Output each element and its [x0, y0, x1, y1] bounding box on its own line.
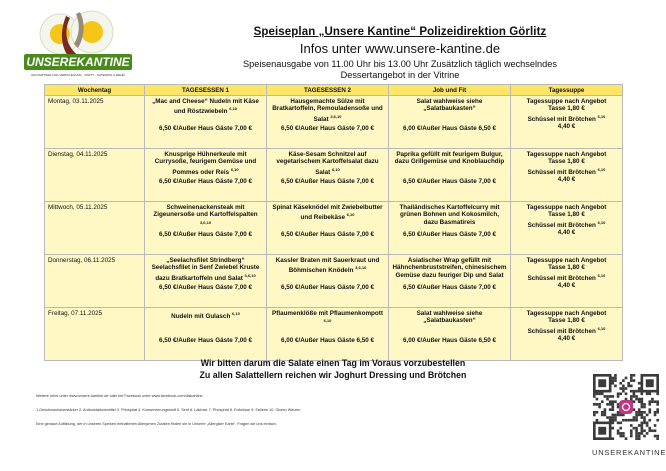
dish2-price: 6,50 €/Außer Haus Gäste 7,00 € — [280, 178, 375, 186]
soup-cup-price: Tasse 1,80 € — [548, 158, 585, 166]
dish1-text: Knusprige Hühnerkeule mit Currysoße, feurigem Gemüse und Pommes oder Reis — [154, 151, 257, 176]
soup-bowl-label — [514, 113, 619, 124]
dish1-allergens: 6,10 — [232, 311, 240, 316]
dish1-text: „Seelachsfilet Strindberg“ Seelachsfilet in Senf Zwiebel Kruste dazu Bratkartoffeln und Salat — [151, 257, 260, 282]
weekday-label: Freitag, 07.11.2025 — [48, 310, 103, 317]
soup-cup-price: Tasse 1,80 € — [548, 264, 585, 272]
dish2-allergens: 6,10 — [323, 318, 332, 324]
soup-bowl-label — [514, 166, 619, 177]
menu-row — [45, 255, 623, 308]
soup-bowl-text: Schüssel mit Brötchen — [527, 168, 596, 176]
weekday-cell — [45, 202, 145, 255]
fit-cell — [389, 202, 511, 255]
dish2-cell — [267, 255, 389, 308]
fit-dish-name: Thailändisches Kartoffelcurry mit grünen Bohnen und Kokosmilch, dazu Basmatireis — [399, 204, 500, 226]
dish2-cell — [267, 96, 389, 149]
soup-title: Tagessuppe nach Angebot — [526, 204, 607, 211]
header-dish2: TAGESESSEN 2 — [267, 85, 389, 96]
dish2-name — [270, 151, 385, 176]
dish1-price: 6,50 €/Außer Haus Gäste 7,00 € — [158, 284, 253, 292]
soup-title: Tagessuppe nach Angebot — [526, 151, 607, 158]
dish2-allergens: 6,10 — [332, 166, 340, 172]
dish1-cell — [145, 308, 267, 361]
soup-bowl-text: Schüssel mit Brötchen — [527, 115, 596, 123]
dish1-allergens: 3,6,10 — [244, 272, 256, 278]
soup-bowl-price: 4,40 € — [557, 282, 576, 290]
service-hours — [160, 59, 640, 80]
allergen-legend: 1.Geschmacksverstärker 2. Antioxidationsmittel 3. Phosphat 4. Konservierungsstoff 5. Senf 6. Laktose 7. Phosphat 8. Erdnüsse 9. Sellerie 10. Gluten Weizen — [36, 408, 301, 412]
soup-bowl-text: Schüssel mit Brötchen — [527, 221, 596, 229]
fit-cell — [389, 255, 511, 308]
soup-cup-price: Tasse 1,80 € — [548, 105, 585, 113]
dish2-text: Käse-Sesam Schnitzel auf vegetarischem Kartoffelsalat dazu Salat — [276, 151, 379, 176]
fit-price: 6,00 €/Außer Haus Gäste 6,50 € — [402, 337, 497, 344]
soup-allergens: 6,10 — [597, 113, 606, 119]
soup-cell — [511, 255, 623, 308]
soup-cell — [511, 308, 623, 361]
soup-title: Tagessuppe nach Angebot — [526, 310, 607, 317]
dish2-price: 6,50 €/Außer Haus Gäste 7,00 € — [280, 231, 375, 238]
menu-table — [44, 84, 623, 361]
header-soup: Tagessuppe — [511, 85, 623, 96]
dish1-text: Nudeln mit Gulasch — [171, 313, 231, 321]
dish1-cell — [145, 149, 267, 202]
fit-price: 6,00 €/Außer Haus Gäste 6,50 € — [402, 125, 497, 132]
soup-cell — [511, 149, 623, 202]
weekday-label: Mittwoch, 05.11.2025 — [48, 204, 108, 211]
fit-price: 6,50 €/Außer Haus Gäste 7,00 € — [402, 178, 497, 185]
menu-row — [45, 308, 623, 361]
dish1-allergens: 3,6,10 — [199, 219, 212, 225]
dish1-allergens: 6,10 — [230, 166, 239, 172]
dish2-cell — [267, 149, 389, 202]
dish2-name — [270, 257, 385, 282]
dish2-price: 6,50 €/Außer Haus Gäste 7,00 € — [280, 125, 375, 133]
weekday-cell — [45, 255, 145, 308]
service-hours-line2: Dessertangebot in der Vitrine — [340, 69, 460, 80]
dish1-name — [148, 257, 263, 282]
dish1-price: 6,50 €/Außer Haus Gäste 7,00 € — [158, 231, 253, 239]
weekday-cell — [45, 308, 145, 361]
dish2-name — [270, 98, 385, 123]
fit-price: 6,50 €/Außer Haus Gäste 7,00 € — [402, 284, 497, 291]
weekday-label: Dienstag, 04.11.2025 — [48, 151, 108, 158]
dish2-name — [270, 204, 385, 229]
weekday-cell — [45, 96, 145, 149]
dish2-price: 6,50 €/Außer Haus Gäste 7,00 € — [280, 284, 375, 291]
dish2-cell — [267, 308, 389, 361]
dish2-allergens: 3,6,10 — [355, 265, 367, 271]
dish1-cell — [145, 96, 267, 149]
service-hours-line1: Speisenausgabe von 11.00 Uhr bis 13.00 Uhr Zusätzlich täglich wechselndes — [243, 59, 557, 69]
soup-title: Tagessuppe nach Angebot — [526, 257, 607, 264]
menu-row — [45, 149, 623, 202]
dish1-name — [148, 310, 263, 335]
fit-price: 6,50 €/Außer Haus Gäste 7,00 € — [402, 231, 497, 238]
soup-allergens: 6,10 — [597, 325, 606, 331]
dish1-cell — [145, 202, 267, 255]
soup-cup-price: Tasse 1,80 € — [548, 211, 585, 219]
dish1-name — [148, 98, 263, 123]
logo-tagline: IHR PARTNER FÜR VERPFLEGUNG · PARTY · CATERING & MEHR — [31, 73, 125, 77]
soup-title: Tagessuppe nach Angebot — [526, 98, 607, 105]
allergen-card-note: Eine genaue Auflistung, der in unseren Speisen enthaltenen Allergenen Zutaten finden sie in Unserer „Allergiker Karte“. Fragen sie uns einfach. — [36, 422, 277, 426]
dish1-price: 6,50 €/Außer Haus Gäste 7,00 € — [158, 125, 253, 132]
soup-allergens: 6,10 — [597, 166, 606, 172]
page-header — [160, 26, 640, 80]
fit-dish-name: Salat wahlweise siehe „Salatbaukasten“ — [416, 98, 483, 113]
salad-notice-line2: Zu allen Salattellern reichen wir Joghurt Dressing und Brötchen — [199, 370, 467, 380]
dish2-allergens: 6,10 — [346, 212, 355, 218]
dish1-cell — [145, 255, 267, 308]
dish1-price: 6,50 €/Außer Haus Gäste 7,00 € — [158, 178, 253, 186]
fit-dish-name: Asiatischer Wrap gefüllt mit Hähnchenbruststreifen, chinesischem Gemüse dazu feuriger Dip und Salat — [392, 257, 507, 279]
soup-bowl-label — [514, 325, 619, 336]
fit-cell — [389, 149, 511, 202]
dish1-text: Schweinenackensteak mit Zigeunersoße und Kartoffelspalten — [153, 204, 258, 219]
weekday-label: Donnerstag, 06.11.2025 — [48, 257, 116, 264]
soup-cell — [511, 202, 623, 255]
dish1-allergens: 6,10 — [229, 106, 238, 112]
weekday-cell — [45, 149, 145, 202]
soup-bowl-text: Schüssel mit Brötchen — [527, 274, 596, 282]
salad-notice — [0, 357, 666, 381]
soup-bowl-price: 4,40 € — [557, 229, 576, 237]
dish1-text: „Mac and Cheese“ Nudeln mit Käse und Röstzwiebeln — [152, 98, 259, 116]
fit-dish-name: Salat wahlweise siehe „Salatbaukasten“ — [416, 310, 483, 325]
soup-bowl-price: 4,40 € — [557, 335, 576, 343]
menu-header-row — [45, 85, 623, 96]
qr-label: UNSEREKANTINE — [592, 448, 666, 457]
soup-bowl-price: 4,40 € — [557, 176, 576, 184]
soup-bowl-label — [514, 219, 619, 230]
dish1-price: 6,50 €/Außer Haus Gäste 7,00 € — [158, 337, 253, 344]
dish2-allergens: 3,6,10 — [330, 113, 342, 119]
logo-wordmark: UNSEREKANTINE — [26, 55, 130, 69]
fit-cell — [389, 308, 511, 361]
fit-cell — [389, 96, 511, 149]
info-line: Infos unter www.unsere-kantine.de — [299, 41, 501, 56]
dish2-text: Hausgemachte Sülze mit Bratkartoffeln, Remouladensoße und Salat — [272, 98, 383, 123]
header-dish1: TAGESESSEN 1 — [145, 85, 267, 96]
dish2-text: Spinat Käseknödel mit Zwiebelbutter und Reibekäse — [272, 204, 383, 222]
soup-bowl-label — [514, 272, 619, 283]
soup-bowl-text: Schüssel mit Brötchen — [527, 327, 596, 335]
soup-bowl-price: 4,40 € — [557, 123, 576, 131]
dish2-text: Pflaumenklöße mit Pflaumenkompott — [272, 310, 383, 317]
menu-row — [45, 96, 623, 149]
soup-cup-price: Tasse 1,80 € — [548, 317, 585, 325]
weekday-label: Montag, 03.11.2025 — [48, 98, 104, 105]
dish2-text: Kassler Braten mit Sauerkraut und Böhmischen Knödeln — [275, 257, 380, 275]
salad-notice-line1: Wir bitten darum die Salate einen Tag im Voraus vorzubestellen — [200, 358, 466, 368]
dish2-name — [270, 310, 385, 335]
soup-allergens: 6,10 — [597, 219, 606, 225]
dish2-price: 6,00 €/Außer Haus Gäste 6,50 € — [280, 337, 375, 344]
more-info-note: Weitere Infos unter www.unsere-kantine.de oder bei Facebook unter www.facebook.com/diskantine — [36, 394, 203, 398]
dish1-name — [148, 204, 263, 229]
header-job-fit: Job und Fit — [389, 85, 511, 96]
soup-allergens: 6,10 — [597, 272, 606, 278]
soup-cell — [511, 96, 623, 149]
menu-row — [45, 202, 623, 255]
page-title: Speiseplan „Unsere Kantine“ Polizeidirektion Görlitz — [253, 26, 547, 38]
unsere-kantine-logo — [22, 4, 134, 80]
dish1-name — [148, 151, 263, 176]
qr-code[interactable] — [593, 374, 659, 440]
header-weekday: Wochentag — [45, 85, 145, 96]
fit-dish-name: Paprika gefüllt mit feurigem Bulgur, dazu Grillgemüse und Knoblauchdip — [394, 151, 505, 166]
dish2-cell — [267, 202, 389, 255]
